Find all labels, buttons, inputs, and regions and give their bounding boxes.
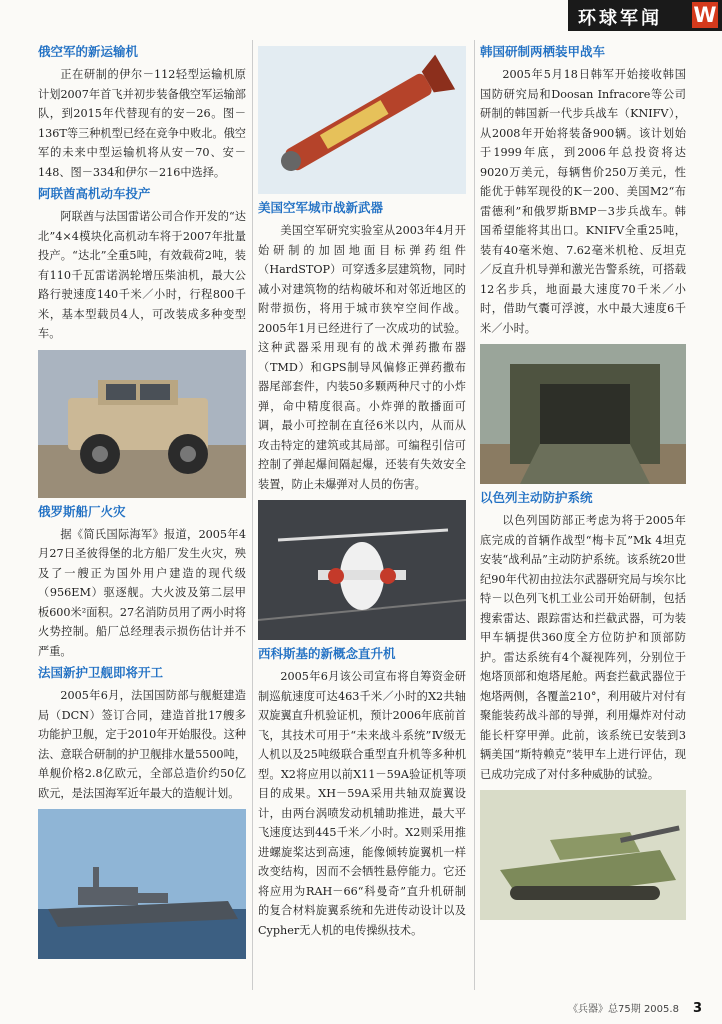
article-body: 以色列国防部正考虑为将于2005年底完成的首辆作战型“梅卡瓦”Mk 4坦克安装“战利品”主动防护系统。该系统20世纪90年代初由拉法尔武器研究局与埃尔比特－以色列飞机工业公司开始研制，包括搜索雷达、跟踪雷达和拦截武器，可为装甲车辆提供360度全方位防护和顶部防护。雷达系统有4个凝视阵列，分别位于炮塔顶部和炮塔尾舱。两套拦截武器位于炮塔两侧，各覆盖210°，利用破片对付有聚能装药战斗部的导弹，利用爆炸对付动能长杆穿甲弹。此前，该系统已安装到3辆美国“斯特赖克”装甲车上进行评估，现已成功完成了对付多种威胁的试验。 [480,514,686,781]
munition-diagram [258,46,466,194]
article-heading: 俄空军的新运输机 [38,44,139,59]
column-divider [474,40,475,990]
article-body: 美国空军研究实验室从2003年4月开始研制的加固地面目标弹药组件（HardSTOP）可穿透多层建筑物，同时减小对建筑物的结构破坏和对邻近地区的附带损伤，将用于城市狭窄空间作战。2005年1月已经进行了一次成功的试验。这种武器采用现有的战术弹药撒布器（TMD）和GPS制导风偏修正弹药撒布器尾部套件，内装50多颗两种尺寸的小炸弹，命中精度很高。小炸弹的散播面可调，最小可控制在直径6米以内，从而从攻击特定的建筑或其局部。可编程引信可控制了弹起爆间隔起爆，还装有失效安全装置，防止未爆弹对人员的伤害。 [258,224,466,491]
article-body: 2005年6月该公司宣布将自筹资金研制巡航速度可达463千米／小时的X2共轴双旋翼直升机验证机，预计2006年底前首飞，其技术可用于“未来战斗系统”Ⅳ级无人机以及25吨级联合重型直升机等多种机型。X2将应用以前X11－59A验证机等项目的成果。XH－59A采用共轴双旋翼设计，由两台涡喷发动机辅助推进，最大平飞速度达到445千米／小时。X2则采用推进螺旋桨达到高速，能像倾转旋翼机一样改变结构，因而不会牺牲悬停能力。它还将应用为RAH－66“科曼奇”直升机研制的复合材料旋翼系统和先进传动设计以及Cypher无人机的电传操纵技术。 [258,670,466,937]
masthead-title: 环球军闻 [578,8,662,29]
article-heading: 以色列主动防护系统 [480,490,593,505]
military-vehicle-photo [38,350,246,498]
article-heading: 韩国研制两栖装甲战车 [480,44,606,59]
masthead [568,0,722,31]
article-heading: 法国新护卫舰即将开工 [38,665,164,680]
column-2 [258,40,466,940]
article-body: 阿联酋与法国雷诺公司合作开发的“达北”4×4模块化高机动车将于2007年批量投产。“达北”全重5吨，有效载荷2吨，装有110千瓦雷诺涡轮增压柴油机，最大公路行驶速度140千米／小时，行程800千米，基本型载员4人，可改装成多种变型车。 [38,210,246,340]
issue-info: 《兵器》总75期 2005.8 [568,1004,679,1015]
helicopter-photo [258,500,466,640]
column-1 [38,40,246,965]
masthead-badge: W [693,3,717,27]
article-heading: 西科斯基的新概念直升机 [258,646,396,661]
article-heading: 美国空军城市战新武器 [258,200,384,215]
article-heading: 俄罗斯船厂火灾 [38,503,126,519]
warship-photo [38,809,246,959]
article-body: 2005年5月18日韩军开始接收韩国国防研究局和Doosan Infracore等公司研制的韩国新一代步兵战车（KNIFV），从2008年开始将装备900辆。该计划始于1999年底，到2006年总投资将达9020万美元，每辆售价250万美元，性能优于韩军现役的K－200、美国M2“布雷德利”和俄罗斯BMP－3步兵战车。韩国希望能将其出口。KNIFV全重25吨，装有40毫米炮、7.62毫米机枪、反坦克／反直升机导弹和激光告警系统，可搭载12名步兵，地面最大速度70千米／小时，借助气囊可浮渡，水中最大速度6千米／小时。 [480,68,686,335]
article-heading: 阿联酋高机动车投产 [38,186,151,201]
page-number: 3 [692,1001,702,1016]
article-body: 2005年6月，法国国防部与舰艇建造局（DCN）签订合同，建造首批17艘多功能护卫舰，定于2010年开始服役。这种法、意联合研制的护卫舰排水量5500吨，单舰价格2.8亿欧元，全部总造价约50亿欧元，是法国海军近年最大的造舰计划。 [38,689,246,800]
article-body: 据《简氏国际海军》报道，2005年4月27日圣彼得堡的北方船厂发生火灾，殃及了一艘正为国外用户建造的现代级（956EM）驱逐舰。大火波及第二层甲板600米²面积。27名消防员用了两小时将火势控制。船厂总经理表示损伤估计并不严重。 [38,527,246,658]
page-footer [568,1000,702,1016]
column-divider [252,40,253,990]
article-body: 正在研制的伊尔－112轻型运输机原计划2007年首飞并初步装备俄空军运输部队，到2015年代替现有的安－26。图－136T等三种机型已经在竞争中败北。俄空军的未来中型运输机将从安－70、安－148、图－334和伊尔－216中选择。 [38,68,246,179]
tank-photo [480,790,686,920]
column-3 [480,40,686,926]
armored-vehicle-photo [480,344,686,484]
